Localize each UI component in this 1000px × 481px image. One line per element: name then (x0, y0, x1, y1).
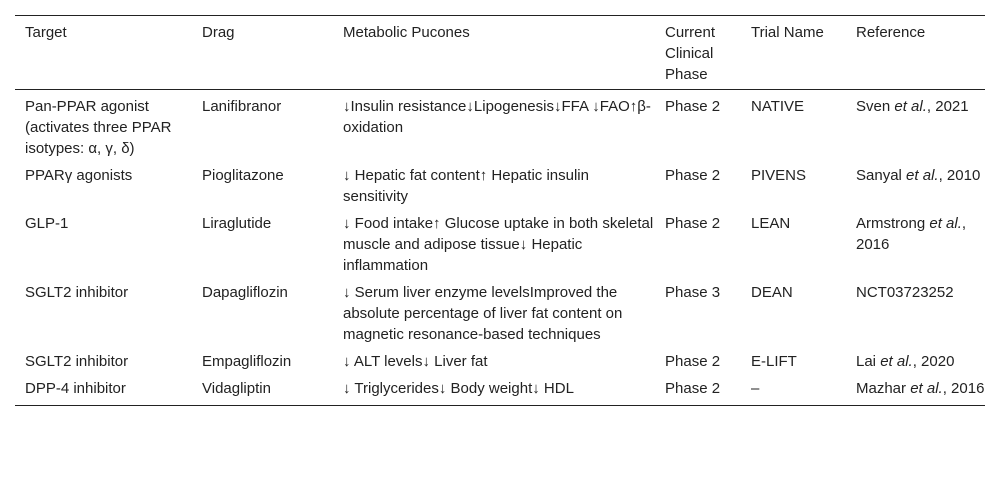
ref-year: , 2016 (942, 380, 985, 397)
cell-reference (846, 282, 985, 345)
cell-drug: Liraglutide (202, 215, 272, 232)
cell-trial: LEAN (751, 215, 791, 232)
ref-etal: et al. (929, 215, 962, 232)
table-row (15, 209, 985, 278)
ref-etal: et al. (880, 353, 913, 370)
cell-drug: Dapagliflozin (202, 284, 288, 301)
cell-phase: Phase 2 (665, 167, 721, 184)
ref-etal: et al. (894, 98, 927, 115)
cell-trial: E-LIFT (751, 353, 797, 370)
cell-drug: Lanifibranor (202, 98, 282, 115)
cell-target: Pan-PPAR agonist (activates three PPAR isotypes: α, γ, δ) (25, 98, 172, 157)
ref-author: Armstrong (856, 215, 930, 232)
ref-author: Sanyal (856, 167, 907, 184)
ref-etal: et al. (910, 380, 943, 397)
cell-phase: Phase 2 (665, 215, 721, 232)
cell-outcomes: ↓ Serum liver enzyme levelsImproved the absolute percentage of liver fat content on magnetic resonance-based techniques (343, 284, 623, 343)
cell-outcomes: ↓Insulin resistance↓Lipogenesis↓FFA ↓FAO↑β-oxidation (343, 98, 651, 136)
table-row (15, 90, 985, 161)
cell-trial: DEAN (751, 284, 793, 301)
ref-etal: et al. (906, 167, 939, 184)
header-phase: Current Clinical Phase (665, 24, 716, 83)
cell-reference (846, 378, 985, 399)
cell-phase: Phase 2 (665, 98, 721, 115)
header-trial: Trial Name (751, 24, 824, 41)
ref-year: , 2020 (912, 353, 955, 370)
ref-year: , 2010 (938, 167, 981, 184)
ref-year: , 2016 (856, 215, 967, 253)
table-row (15, 374, 985, 405)
header-outcomes: Metabolic Pucones (343, 24, 470, 41)
cell-target: SGLT2 inhibitor (25, 353, 129, 370)
ref-author: Sven (856, 98, 895, 115)
data-table (15, 15, 985, 406)
ref-year: , 2021 (926, 98, 969, 115)
ref-author: NCT03723252 (856, 284, 954, 301)
cell-reference (846, 213, 985, 276)
cell-outcomes: ↓ Hepatic fat content↑ Hepatic insulin sensitivity (343, 167, 589, 205)
cell-reference (846, 351, 985, 372)
cell-trial: PIVENS (751, 167, 807, 184)
table-row (15, 347, 985, 374)
header-target: Target (25, 24, 67, 41)
cell-trial: NATIVE (751, 98, 805, 115)
cell-trial: – (751, 380, 760, 397)
cell-target: SGLT2 inhibitor (25, 284, 129, 301)
cell-reference (846, 165, 985, 207)
cell-phase: Phase 2 (665, 353, 721, 370)
table-header-row (15, 16, 985, 90)
cell-outcomes: ↓ Food intake↑ Glucose uptake in both skeletal muscle and adipose tissue↓ Hepatic inflammation (343, 215, 654, 274)
cell-drug: Pioglitazone (202, 167, 284, 184)
cell-reference (846, 96, 985, 159)
cell-target: PPARγ agonists (25, 167, 133, 184)
cell-outcomes: ↓ ALT levels↓ Liver fat (343, 353, 488, 370)
cell-drug: Vidagliptin (202, 380, 271, 397)
cell-target: DPP-4 inhibitor (25, 380, 126, 397)
table-row (15, 161, 985, 209)
cell-outcomes: ↓ Triglycerides↓ Body weight↓ HDL (343, 380, 574, 397)
cell-drug: Empagliflozin (202, 353, 292, 370)
ref-author: Mazhar (856, 380, 911, 397)
cell-phase: Phase 2 (665, 380, 721, 397)
header-drug: Drag (202, 24, 235, 41)
table-row (15, 278, 985, 347)
cell-phase: Phase 3 (665, 284, 721, 301)
cell-target: GLP-1 (25, 215, 69, 232)
header-reference: Reference (856, 24, 926, 41)
ref-author: Lai (856, 353, 881, 370)
